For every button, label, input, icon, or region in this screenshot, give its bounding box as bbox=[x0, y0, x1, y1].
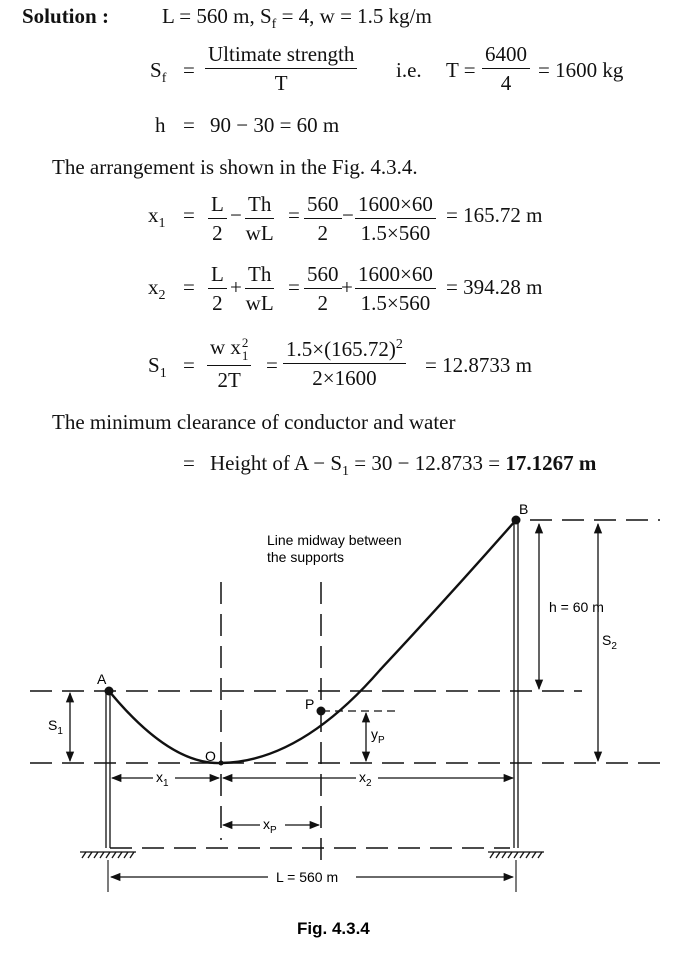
clearance-answer: 17.1267 m bbox=[505, 451, 597, 475]
x2-f1-den: 2 bbox=[212, 291, 223, 315]
x2-sub: 2 bbox=[158, 288, 166, 304]
eq-sf-equals: = bbox=[183, 58, 195, 82]
x2-equals: = bbox=[183, 275, 195, 299]
s1-label: $S_1$ bbox=[48, 717, 63, 737]
x2-symbol: x bbox=[148, 275, 159, 299]
s1-symbol: S bbox=[148, 353, 160, 377]
t-den: 4 bbox=[500, 71, 512, 95]
x1-op: − bbox=[230, 203, 242, 227]
eq-h-rhs: 90 − 30 = 60 m bbox=[210, 113, 340, 137]
given-text: L = 560 m, S bbox=[162, 4, 272, 28]
eq-h-lhs: h bbox=[155, 113, 166, 137]
point-A bbox=[105, 687, 114, 696]
x2-op: + bbox=[230, 275, 242, 299]
h-label: h = 60 m bbox=[549, 599, 604, 615]
x1-f2-den: wL bbox=[245, 221, 274, 245]
clearance-mid: = 30 − 12.8733 = bbox=[349, 451, 506, 475]
s1-equals: = bbox=[183, 353, 195, 377]
x1-f4-den: 1.5×560 bbox=[360, 221, 431, 245]
x1-dimension-label: $x_1$ bbox=[156, 769, 169, 789]
s1-f1-num-text: w x bbox=[210, 334, 241, 359]
x2-f4-num: 1600×60 bbox=[355, 264, 436, 289]
sf-symbol: S bbox=[150, 58, 162, 82]
x2-f1-num: L bbox=[208, 264, 227, 289]
x2-f4-den: 1.5×560 bbox=[360, 291, 431, 315]
t-result: = 1600 kg bbox=[538, 58, 624, 82]
span-label: L = 560 m bbox=[276, 869, 339, 885]
x1-sub: 1 bbox=[158, 216, 166, 232]
x2-f3-num: 560 bbox=[304, 264, 342, 289]
solution-label: Solution : bbox=[22, 4, 109, 28]
x2-f3-den: 2 bbox=[317, 291, 328, 315]
x1-f4-num: 1600×60 bbox=[355, 194, 436, 219]
clearance-prefix: Height of A − S bbox=[210, 451, 343, 475]
clearance-sub: 1 bbox=[342, 464, 350, 480]
s1-f1-sub: 1 bbox=[241, 348, 249, 363]
x1-f3-den: 2 bbox=[317, 221, 328, 245]
s1-result: = 12.8733 m bbox=[425, 353, 532, 377]
x1-f3-num: 560 bbox=[304, 194, 342, 219]
x2-dimension-label: $x_2$ bbox=[359, 769, 372, 789]
x1-f1-num: L bbox=[208, 194, 227, 219]
midway-label-1: Line midway between bbox=[267, 532, 402, 548]
s1-f2-den: 2×1600 bbox=[312, 366, 377, 390]
t-num: 6400 bbox=[482, 44, 530, 69]
figure-caption: Fig. 4.3.4 bbox=[297, 919, 370, 938]
s1-equals-2: = bbox=[266, 353, 278, 377]
x1-f1-den: 2 bbox=[212, 221, 223, 245]
x2-f2-num: Th bbox=[245, 264, 274, 289]
x1-equals-2: = bbox=[288, 203, 300, 227]
x1-op-2: − bbox=[342, 203, 354, 227]
s2-label: $S_2$ bbox=[602, 632, 617, 652]
t-lhs: T = bbox=[446, 58, 476, 82]
xp-dimension-label: $x_P$ bbox=[263, 816, 277, 836]
x2-equals-2: = bbox=[288, 275, 300, 299]
point-O bbox=[219, 761, 224, 766]
label-O: O bbox=[205, 748, 216, 764]
x2-op-2: + bbox=[341, 275, 353, 299]
ie-text: i.e. bbox=[396, 58, 422, 82]
sf-den: T bbox=[274, 71, 288, 95]
sf-sub: f bbox=[161, 71, 167, 87]
midway-label-2: the supports bbox=[267, 549, 345, 565]
s1-f2-num-text: 1.5×(165.72) bbox=[286, 337, 396, 361]
x1-f2-num: Th bbox=[245, 194, 274, 219]
s1-sub: 1 bbox=[159, 366, 167, 382]
arrangement-text: The arrangement is shown in the Fig. 4.3.4. bbox=[52, 155, 418, 179]
x2-result: = 394.28 m bbox=[446, 275, 543, 299]
eq-h-equals: = bbox=[183, 113, 195, 137]
s1-f1-sup: 2 bbox=[241, 335, 249, 350]
point-P bbox=[317, 707, 326, 716]
ground-hatch-B bbox=[488, 852, 544, 858]
clearance-text: The minimum clearance of conductor and water bbox=[52, 410, 456, 434]
label-B: B bbox=[519, 501, 529, 517]
x1-symbol: x bbox=[148, 203, 159, 227]
clearance-equals: = bbox=[183, 451, 195, 475]
given-sub: f bbox=[271, 17, 277, 33]
sf-num: Ultimate strength bbox=[205, 44, 357, 69]
x2-f2-den: wL bbox=[245, 291, 274, 315]
x1-equals: = bbox=[183, 203, 195, 227]
s1-f1-den: 2T bbox=[217, 368, 241, 392]
label-P: P bbox=[305, 696, 315, 712]
x1-result: = 165.72 m bbox=[446, 203, 543, 227]
ground-hatch-A bbox=[80, 852, 136, 858]
label-A: A bbox=[97, 671, 107, 687]
s1-f2-sup: 2 bbox=[395, 337, 403, 352]
yp-label: $y_P$ bbox=[371, 726, 385, 746]
given-rest: = 4, w = 1.5 kg/m bbox=[276, 4, 432, 28]
